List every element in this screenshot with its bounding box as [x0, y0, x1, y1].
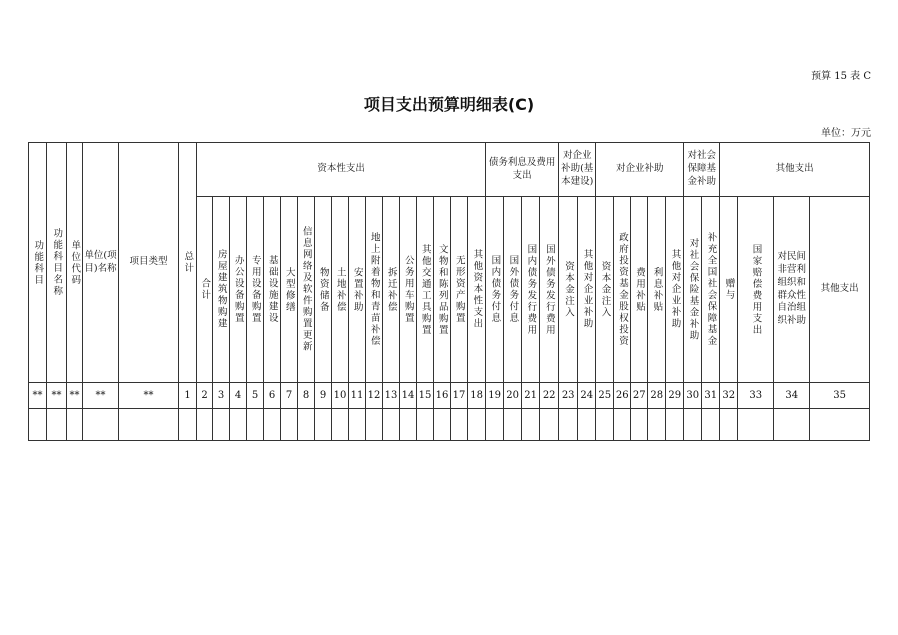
num-cell: 31 [702, 383, 720, 409]
num-cell: 19 [486, 383, 504, 409]
group-other: 其他支出 [720, 143, 870, 197]
form-code: 预算 15 表 C [811, 71, 871, 82]
num-cell: 35 [810, 383, 870, 409]
unit-label: 单位：万元 [821, 128, 871, 139]
num-cell: 15 [417, 383, 434, 409]
sub-header: 其他对企业补助 [666, 197, 684, 383]
num-unitname: ** [83, 383, 119, 409]
num-cell: 24 [578, 383, 596, 409]
num-cell: 13 [383, 383, 400, 409]
num-type: ** [119, 383, 179, 409]
sub-header: 文物和陈列品购置 [434, 197, 451, 383]
num-cell: 4 [230, 383, 247, 409]
sub-header: 合计 [197, 197, 213, 383]
sub-header: 土地补偿 [332, 197, 349, 383]
num-cell: 34 [774, 383, 810, 409]
header-unitname: 单位(项目)名称 [83, 143, 119, 383]
num-cell: 17 [451, 383, 468, 409]
num-cell: 26 [614, 383, 631, 409]
sub-header: 资本金注入 [596, 197, 614, 383]
sub-header: 其他支出 [810, 197, 870, 383]
num-cell: 18 [468, 383, 486, 409]
sub-header: 政府投资基金股权投资 [614, 197, 631, 383]
header-unitcode: 单位代码 [67, 143, 83, 383]
header-total: 总计 [179, 143, 197, 383]
sub-header: 办公设备购置 [230, 197, 247, 383]
num-cell: 23 [559, 383, 578, 409]
num-cell: 10 [332, 383, 349, 409]
num-cell: 16 [434, 383, 451, 409]
sub-header: 信息网络及软件购置更新 [298, 197, 315, 383]
page-title: 项目支出预算明细表(C) [363, 95, 535, 114]
num-cell: 2 [197, 383, 213, 409]
num-funcname: ** [47, 383, 67, 409]
num-cell: 30 [684, 383, 702, 409]
header-row-groups [29, 143, 870, 197]
number-row [29, 383, 870, 409]
num-cell: 14 [400, 383, 417, 409]
num-cell: 6 [264, 383, 281, 409]
num-cell: 11 [349, 383, 366, 409]
empty-data-row [29, 409, 870, 441]
sub-header: 利息补贴 [648, 197, 666, 383]
sub-header: 其他对企业补助 [578, 197, 596, 383]
header-func: 功能科目 [29, 143, 47, 383]
sub-header: 补充全国社会保障基金 [702, 197, 720, 383]
sub-header: 国内债务发行费用 [522, 197, 540, 383]
header-funcname: 功能科目名称 [47, 143, 67, 383]
sub-header: 费用补贴 [631, 197, 648, 383]
sub-header: 无形资产购置 [451, 197, 468, 383]
group-debt: 债务利息及费用支出 [486, 143, 559, 197]
sub-header: 对民间非营利组织和群众性自治组织补助 [774, 197, 810, 383]
sub-header: 国内债务付息 [486, 197, 504, 383]
sub-header: 对社会保险基金补助 [684, 197, 702, 383]
sub-header: 公务用车购置 [400, 197, 417, 383]
sub-header: 安置补助 [349, 197, 366, 383]
sub-header: 资本金注入 [559, 197, 578, 383]
group-social-security: 对社会保障基金补助 [684, 143, 720, 197]
sub-header: 国外债务发行费用 [540, 197, 559, 383]
header-type: 项目类型 [119, 143, 179, 383]
num-cell: 27 [631, 383, 648, 409]
sub-header: 基础设施建设 [264, 197, 281, 383]
num-cell: 32 [720, 383, 738, 409]
num-cell: 3 [213, 383, 230, 409]
num-cell: 8 [298, 383, 315, 409]
num-cell: 33 [738, 383, 774, 409]
sub-header: 其他资本性支出 [468, 197, 486, 383]
num-cell: 12 [366, 383, 383, 409]
sub-header: 国家赔偿费用支出 [738, 197, 774, 383]
sub-header: 赠与 [720, 197, 738, 383]
num-unitcode: ** [67, 383, 83, 409]
num-cell: 20 [504, 383, 522, 409]
num-cell: 28 [648, 383, 666, 409]
group-enterprise: 对企业补助 [596, 143, 684, 197]
sub-header: 其他交通工具购置 [417, 197, 434, 383]
group-capital: 资本性支出 [197, 143, 486, 197]
num-cell: 5 [247, 383, 264, 409]
num-cell: 25 [596, 383, 614, 409]
sub-header: 大型修缮 [281, 197, 298, 383]
sub-header: 物资储备 [315, 197, 332, 383]
sub-header: 专用设备购置 [247, 197, 264, 383]
group-enterprise-capex: 对企业补助(基本建设) [559, 143, 596, 197]
sub-header: 拆迁补偿 [383, 197, 400, 383]
num-cell: 22 [540, 383, 559, 409]
budget-table [28, 142, 870, 441]
num-cell: 29 [666, 383, 684, 409]
num-cell: 21 [522, 383, 540, 409]
num-func: ** [29, 383, 47, 409]
sub-header: 地上附着物和青苗补偿 [366, 197, 383, 383]
num-cell: 9 [315, 383, 332, 409]
sub-header: 国外债务付息 [504, 197, 522, 383]
num-total: 1 [179, 383, 197, 409]
num-cell: 7 [281, 383, 298, 409]
sub-header: 房屋建筑物购建 [213, 197, 230, 383]
